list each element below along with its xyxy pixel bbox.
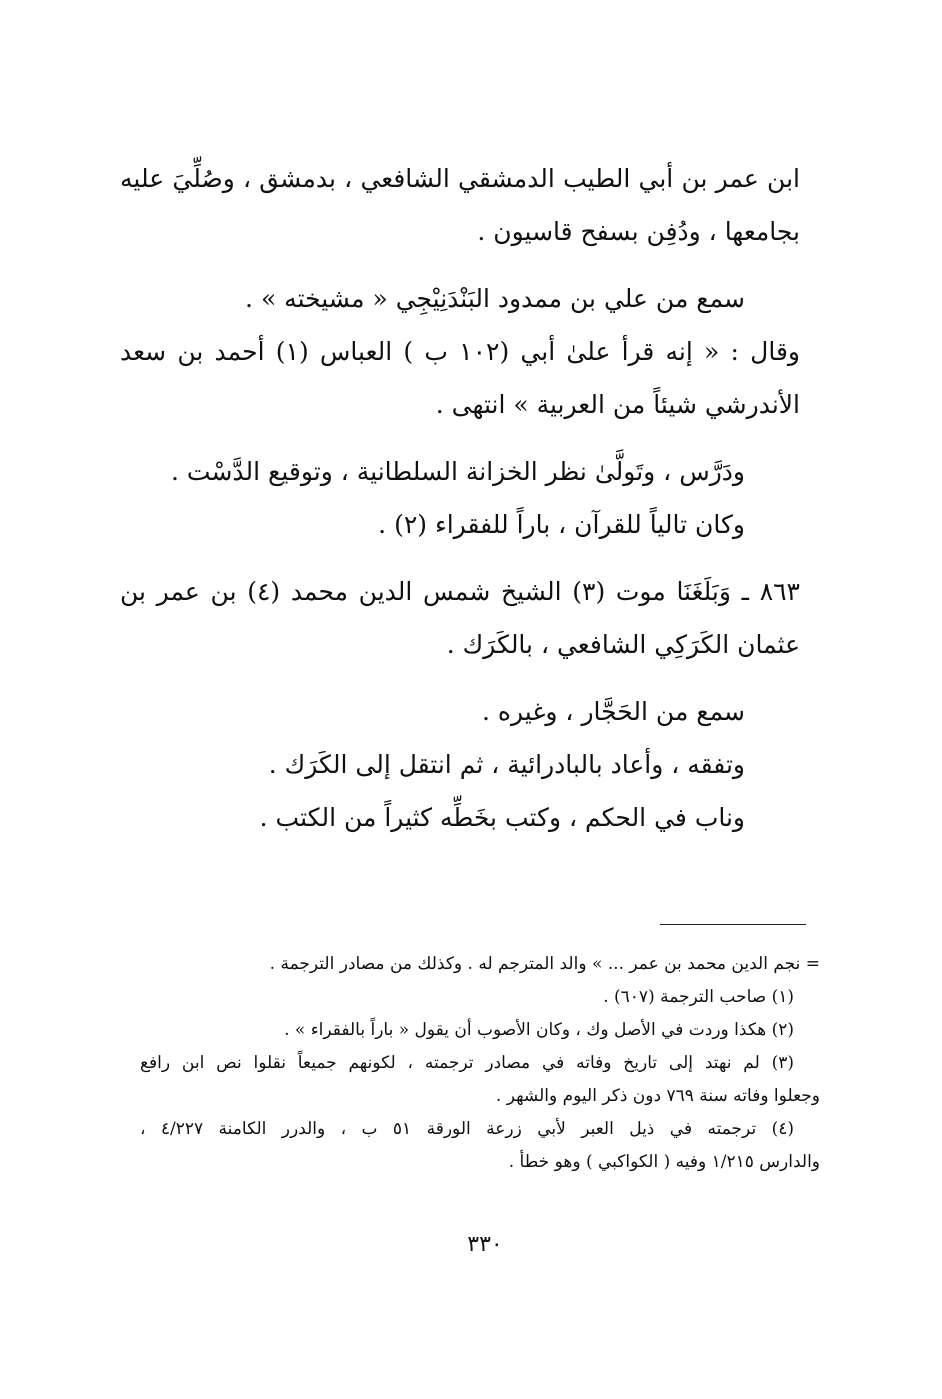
text-line: ودَرَّس ، وتَولَّىٰ نظر الخزانة السلطانية ، وتوقيع الدَّسْت . [171,457,745,486]
text-line: الأندرشي شيئاً من العربية » انتهى . [435,390,800,419]
footnote-line: = نجم الدين محمد بن عمر ... » والد المترجم له . وكذلك من مصادر الترجمة . [269,954,820,974]
page-number: ٣٣٠ [467,1232,503,1257]
footnote-divider [660,924,806,925]
footnote-line: (٤) ترجمته في ذيل العبر لأبي زرعة الورقة ٥١ ب ، والدرر الكامنة ٤/٢٢٧ ، [140,1119,794,1139]
footnote-line: والدارس ١/٢١٥ وفيه ( الكواكبي ) وهو خطأ . [508,1152,820,1172]
text-line: وقال : « إنه قرأ علىٰ أبي (١٠٢ ب ) العباس (١) أحمد بن سعد [120,337,800,366]
text-line: ابن عمر بن أبي الطيب الدمشقي الشافعي ، بدمشق ، وصُلِّيَ عليه [120,164,800,193]
text-line: سمع من علي بن ممدود البَنْدَنِيْجِي « مشيخته » . [245,284,745,313]
text-line: وتفقه ، وأعاد بالبادرائية ، ثم انتقل إلى الكَرَك . [268,750,745,779]
text-line: سمع من الحَجَّار ، وغيره . [482,697,745,726]
footnote-line: وجعلوا وفاته سنة ٧٦٩ دون ذكر اليوم والشهر . [495,1086,820,1106]
footnote-line: (١) صاحب الترجمة (٦٠٧) . [603,987,794,1007]
entry-heading-line: ٨٦٣ ـ وَبَلَغَنَا موت (٣) الشيخ شمس الدين محمد (٤) بن عمر بن [120,577,800,606]
main-text [120,152,800,844]
footnotes [140,948,820,1179]
text-line: عثمان الكَرَكِي الشافعي ، بالكَرَك . [446,630,800,659]
footnote-line: (٣) لم نهتد إلى تاريخ وفاته في مصادر ترجمته ، لكونهم جميعاً نقلوا نص ابن رافع [140,1053,794,1073]
text-line: بجامعها ، ودُفِن بسفح قاسيون . [477,217,800,246]
footnote-line: (٢) هكذا وردت في الأصل وك ، وكان الأصوب أن يقول « باراً بالفقراء » . [284,1020,794,1040]
text-line: وكان تالياً للقرآن ، باراً للفقراء (٢) . [378,510,745,539]
text-line: وناب في الحكم ، وكتب بخَطِّه كثيراً من الكتب . [259,803,745,832]
